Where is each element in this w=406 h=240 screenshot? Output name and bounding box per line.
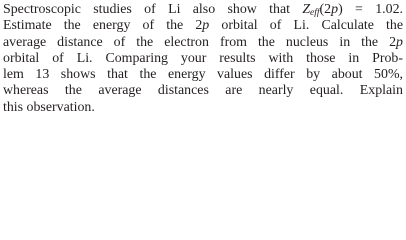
problem-line-7: this observation. <box>3 99 95 115</box>
line3-orbital-variable: p <box>396 34 403 50</box>
problem-line-1 <box>3 2 403 18</box>
line1-arg-open: (2 <box>319 2 332 17</box>
z-symbol: Z <box>302 2 311 17</box>
line2-orbital-variable: p <box>202 18 210 34</box>
problem-line-4: orbital of Li. Comparing your results with those in Prob- <box>3 50 403 66</box>
line2-part1: Estimate the energy of the 2 <box>3 18 203 34</box>
problem-line-5: lem 13 shows that the energy values differ by about 50%, <box>3 67 403 83</box>
problem-text <box>3 2 403 116</box>
eff-subscript: eff <box>310 8 320 18</box>
line2-part2: orbital of Li. Calculate the <box>209 18 404 34</box>
line1-orbital-variable: p <box>331 2 339 17</box>
problem-line-3 <box>3 35 403 51</box>
line1-suffix: ) = 1.02. <box>338 2 403 17</box>
problem-line-2 <box>3 18 403 34</box>
problem-line-6: whereas the average distances are nearly equal. Explain <box>3 83 403 99</box>
line3-text: average distance of the electron from the nucleus in the 2 <box>3 34 397 50</box>
line1-prefix: Spectroscopic studies of Li also show that <box>3 2 303 17</box>
